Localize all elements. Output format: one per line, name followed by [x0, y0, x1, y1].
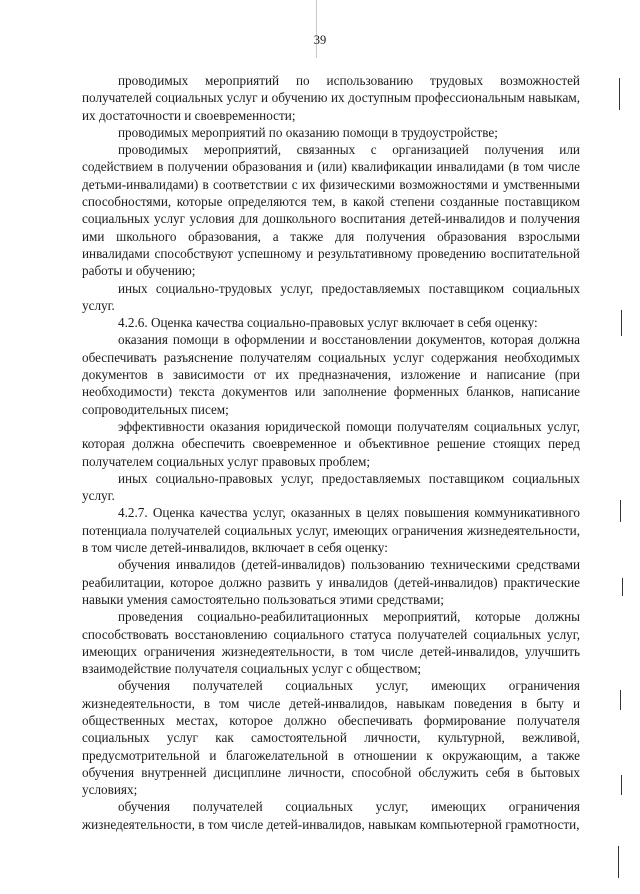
- paragraph: проведения социально-реабилитационных мероприятий, которые должны способствовать восстановлению социального статуса получателей социальных услуг, имеющих ограничения жизнедеятельности, в том числе детей-инвалидов, улучшить взаимодействие получателя социальных услуг с обществом;: [82, 609, 580, 677]
- scan-artifact-mark: [622, 578, 623, 596]
- section-heading-4-2-7: 4.2.7. Оценка качества услуг, оказанных в целях повышения коммуникативного потенциала получателей социальных услуг, имеющих ограничения жизнедеятельности, в том числе детей-инвалидов, включает в себя оценку:: [82, 505, 580, 556]
- paragraph: проводимых мероприятий по оказанию помощи в трудоустройстве;: [118, 124, 498, 140]
- scan-artifact-mark: [621, 310, 622, 336]
- paragraph: обучения получателей социальных услуг, имеющих ограничения жизнедеятельности, в том числе детей-инвалидов, навыкам поведения в быту и общественных местах, которое должно обеспечивать формирование получателя социальных услуг как самостоятельной личности, культурной, вежливой, предусмотрительной и благожелательной в отношении к окружающим, а также обучения внутренней дисциплине личности, способной обслужить себя в бытовых условиях;: [82, 678, 580, 798]
- paragraph: иных социально-правовых услуг, предоставляемых поставщиком социальных услуг.: [82, 470, 580, 504]
- scan-artifact-mark: [621, 775, 622, 795]
- paragraph: проводимых мероприятий, связанных с организацией получения или содействием в получении образования и (или) квалификации инвалидами (в том числе детьми-инвалидами) в соответствии с их физическими возможностями и умственными способностями, которые определяются тем, в какой степени созданные поставщиком социальных услуг условия для дошкольного воспитания детей-инвалидов и получения ими школьного образования, а также для получения образования взрослыми инвалидами способствуют успешному и результативному проведению воспитательной работы и обучению;: [82, 142, 580, 279]
- paragraph: обучения инвалидов (детей-инвалидов) пользованию техническими средствами реабилитации, которое должно развить у инвалидов (детей-инвалидов) практические навыки умения самостоятельно пользоваться этими средствами;: [82, 557, 580, 607]
- scan-artifact-mark: [618, 846, 619, 878]
- scan-fold-line: [316, 0, 317, 58]
- paragraph: обучения получателей социальных услуг, имеющих ограничения жизнедеятельности, в том числе детей-инвалидов, навыкам компьютерной грамотности,: [82, 799, 580, 832]
- document-body: [82, 72, 580, 833]
- paragraph: оказания помощи в оформлении и восстановлении документов, которая должна обеспечивать разъяснение получателям социальных услуг содержания необходимых документов в зависимости от их предназначения, изложение и написание (при необходимости) текста документов или заполнение форменных бланков, написание сопроводительных писем;: [82, 332, 580, 417]
- page-number: 39: [313, 33, 327, 47]
- paragraph: иных социально-трудовых услуг, предоставляемых поставщиком социальных услуг.: [82, 280, 580, 313]
- scan-artifact-mark: [620, 690, 621, 710]
- scan-artifact-mark: [620, 500, 621, 522]
- scan-artifact-mark: [619, 78, 620, 110]
- paragraph: проводимых мероприятий по использованию трудовых возможностей получателей социальных услуг и обучению их доступным профессиональным навыкам, их достаточности и своевременности;: [82, 73, 580, 123]
- paragraph: эффективности оказания юридической помощи получателям социальных услуг, которая должна обеспечить своевременное и объективное решение стоящих перед получателем социальных услуг правовых проблем;: [82, 418, 580, 469]
- section-heading-4-2-6: 4.2.6. Оценка качества социально-правовых услуг включает в себя оценку:: [118, 315, 538, 331]
